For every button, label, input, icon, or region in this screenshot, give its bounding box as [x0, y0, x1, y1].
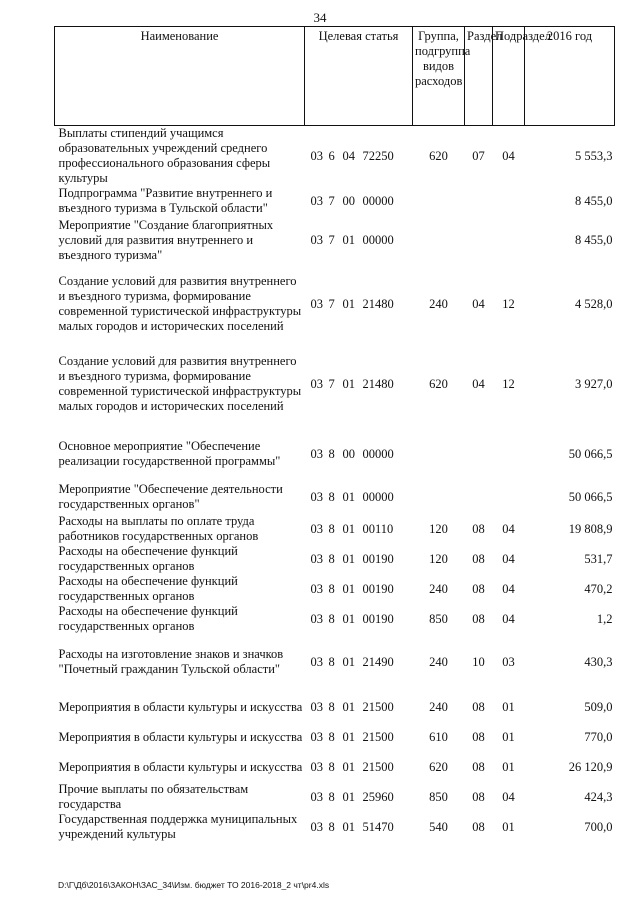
table-row — [55, 186, 615, 216]
page-number: 34 — [313, 10, 327, 25]
file-path-footer: D:\Г\Дб\2016\ЗАКОН\ЗАС_34\Изм. бюджет ТО 2016-2018_2 чт\pr4.xls — [58, 880, 330, 890]
row-group: 120 — [429, 551, 448, 566]
row-target-code — [305, 432, 413, 476]
row-target-code — [305, 640, 413, 684]
row-subsection: 04 — [502, 581, 515, 596]
table-body — [55, 126, 615, 843]
table-row — [55, 264, 615, 344]
code-subprogram: 7 — [328, 193, 335, 208]
code-measure: 01 — [342, 699, 355, 714]
table-row — [55, 126, 615, 187]
row-amount: 8 455,0 — [575, 232, 613, 247]
code-subprogram: 8 — [328, 699, 335, 714]
row-section: 08 — [472, 699, 485, 714]
row-target-code — [305, 574, 413, 604]
table-row — [55, 480, 615, 514]
code-measure: 01 — [342, 489, 355, 504]
row-group: 850 — [429, 789, 448, 804]
code-subprogram: 8 — [328, 759, 335, 774]
code-direction: 00190 — [362, 581, 394, 596]
table-row — [55, 604, 615, 634]
row-target-code — [305, 722, 413, 752]
table-row — [55, 640, 615, 684]
code-measure: 01 — [342, 611, 355, 626]
row-amount: 3 927,0 — [575, 376, 613, 391]
table-header-row — [55, 27, 615, 126]
row-name: Выплаты стипендий учащимся образовательных учреждений среднего профессионального образования сферы культуры — [58, 126, 271, 185]
row-group: 850 — [429, 611, 448, 626]
code-direction: 25960 — [362, 789, 394, 804]
code-measure: 01 — [342, 654, 355, 669]
code-program: 03 — [310, 232, 323, 247]
row-amount: 509,0 — [584, 699, 613, 714]
code-program: 03 — [310, 193, 323, 208]
code-program: 03 — [310, 446, 323, 461]
row-name: Мероприятие "Создание благоприятных условий для развития внутреннего и въездного туризма" — [58, 217, 274, 262]
row-group — [413, 186, 465, 216]
row-subsection — [493, 186, 525, 216]
code-measure: 01 — [342, 581, 355, 596]
row-subsection: 04 — [502, 551, 515, 566]
row-amount: 531,7 — [584, 551, 613, 566]
row-group: 620 — [429, 148, 448, 163]
row-amount: 424,3 — [584, 789, 613, 804]
code-subprogram: 8 — [328, 581, 335, 596]
code-program: 03 — [310, 148, 323, 163]
code-measure: 04 — [342, 148, 355, 163]
row-name: Создание условий для развития внутреннего и въездного туризма, формирование современной туристической инфраструктуры малых городов и исторических поселений — [58, 274, 302, 333]
row-subsection: 01 — [502, 759, 515, 774]
code-direction: 21480 — [362, 376, 394, 391]
code-program: 03 — [310, 521, 323, 536]
code-subprogram: 7 — [328, 296, 335, 311]
row-name: Мероприятия в области культуры и искусства — [58, 699, 303, 714]
code-direction: 21500 — [362, 729, 394, 744]
row-amount: 26 120,9 — [568, 759, 613, 774]
code-program: 03 — [310, 489, 323, 504]
code-measure: 01 — [342, 819, 355, 834]
table-row — [55, 574, 615, 604]
row-group: 620 — [429, 759, 448, 774]
row-section — [465, 216, 493, 264]
row-target-code — [305, 344, 413, 424]
row-group: 540 — [429, 819, 448, 834]
row-target-code — [305, 692, 413, 722]
code-subprogram: 8 — [328, 446, 335, 461]
row-group: 240 — [429, 699, 448, 714]
code-measure: 01 — [342, 296, 355, 311]
row-target-code — [305, 186, 413, 216]
code-direction: 00190 — [362, 551, 394, 566]
row-name: Мероприятия в области культуры и искусства — [58, 729, 303, 744]
row-group — [413, 432, 465, 476]
row-amount: 5 553,3 — [575, 148, 613, 163]
code-measure: 01 — [342, 789, 355, 804]
row-section: 08 — [472, 581, 485, 596]
row-group — [413, 480, 465, 514]
row-subsection — [493, 432, 525, 476]
row-subsection: 04 — [502, 521, 515, 536]
row-target-code — [305, 782, 413, 812]
row-amount: 430,3 — [584, 654, 613, 669]
code-program: 03 — [310, 581, 323, 596]
row-spacer-cell — [55, 684, 615, 692]
code-direction: 72250 — [362, 148, 394, 163]
row-subsection — [493, 480, 525, 514]
row-group: 240 — [429, 654, 448, 669]
row-subsection: 04 — [502, 611, 515, 626]
code-measure: 01 — [342, 376, 355, 391]
row-group — [413, 216, 465, 264]
header-section: Раздел — [465, 27, 493, 126]
row-section — [465, 432, 493, 476]
row-group: 620 — [429, 376, 448, 391]
row-amount: 700,0 — [584, 819, 613, 834]
row-group: 610 — [429, 729, 448, 744]
row-target-code — [305, 480, 413, 514]
row-amount: 19 808,9 — [568, 521, 613, 536]
code-measure: 01 — [342, 551, 355, 566]
header-group: Группа, подгруппа видов расходов — [413, 27, 465, 126]
row-spacer — [55, 684, 615, 692]
row-name: Подпрограмма "Развитие внутреннего и въездного туризма в Тульской области" — [58, 186, 273, 215]
row-subsection: 03 — [502, 654, 515, 669]
row-section: 08 — [472, 759, 485, 774]
row-subsection: 01 — [502, 729, 515, 744]
table-row — [55, 544, 615, 574]
row-subsection: 12 — [502, 376, 515, 391]
row-section: 08 — [472, 729, 485, 744]
row-group: 240 — [429, 581, 448, 596]
code-program: 03 — [310, 551, 323, 566]
code-subprogram: 8 — [328, 654, 335, 669]
table-row — [55, 752, 615, 782]
header-target: Целевая статья — [305, 27, 413, 126]
row-spacer-cell — [55, 424, 615, 432]
code-program: 03 — [310, 789, 323, 804]
row-name: Расходы на обеспечение функций государственных органов — [58, 604, 238, 633]
row-target-code — [305, 812, 413, 842]
row-name: Расходы на обеспечение функций государственных органов — [58, 574, 238, 603]
table-row — [55, 692, 615, 722]
row-subsection: 04 — [502, 148, 515, 163]
header-name: Наименование — [55, 27, 305, 126]
row-group: 120 — [429, 521, 448, 536]
row-section: 10 — [472, 654, 485, 669]
code-direction: 00000 — [362, 193, 394, 208]
row-section: 08 — [472, 789, 485, 804]
table-row — [55, 432, 615, 476]
row-target-code — [305, 752, 413, 782]
code-measure: 01 — [342, 521, 355, 536]
row-section: 08 — [472, 521, 485, 536]
table-row — [55, 216, 615, 264]
row-section: 04 — [472, 376, 485, 391]
table-row — [55, 782, 615, 812]
table-row — [55, 812, 615, 842]
row-target-code — [305, 544, 413, 574]
code-measure: 00 — [342, 446, 355, 461]
row-name: Основное мероприятие "Обеспечение реализации государственной программы" — [58, 439, 281, 468]
code-direction: 21480 — [362, 296, 394, 311]
code-program: 03 — [310, 296, 323, 311]
row-amount: 770,0 — [584, 729, 613, 744]
row-target-code — [305, 264, 413, 344]
row-section — [465, 480, 493, 514]
code-subprogram: 8 — [328, 611, 335, 626]
code-direction: 21490 — [362, 654, 394, 669]
code-subprogram: 8 — [328, 521, 335, 536]
table-row — [55, 722, 615, 752]
row-section: 04 — [472, 296, 485, 311]
budget-table — [54, 26, 615, 842]
code-measure: 01 — [342, 232, 355, 247]
row-subsection: 04 — [502, 789, 515, 804]
row-target-code — [305, 216, 413, 264]
row-name: Мероприятие "Обеспечение деятельности государственных органов" — [58, 482, 283, 511]
code-direction: 00000 — [362, 232, 394, 247]
row-name: Мероприятия в области культуры и искусства — [58, 759, 303, 774]
row-subsection: 12 — [502, 296, 515, 311]
code-subprogram: 8 — [328, 819, 335, 834]
table-row — [55, 344, 615, 424]
code-program: 03 — [310, 819, 323, 834]
row-target-code — [305, 514, 413, 544]
code-measure: 01 — [342, 729, 355, 744]
row-amount: 50 066,5 — [568, 489, 613, 504]
header-year: 2016 год — [525, 27, 615, 126]
row-group: 240 — [429, 296, 448, 311]
row-spacer — [55, 424, 615, 432]
row-name: Создание условий для развития внутреннего и въездного туризма, формирование современной туристической инфраструктуры малых городов и исторических поселений — [58, 354, 302, 413]
code-program: 03 — [310, 376, 323, 391]
code-program: 03 — [310, 759, 323, 774]
code-measure: 00 — [342, 193, 355, 208]
table-row — [55, 514, 615, 544]
row-subsection — [493, 216, 525, 264]
code-program: 03 — [310, 611, 323, 626]
code-program: 03 — [310, 654, 323, 669]
code-direction: 00110 — [362, 521, 394, 536]
row-amount: 1,2 — [596, 611, 613, 626]
code-direction: 51470 — [362, 819, 394, 834]
code-subprogram: 8 — [328, 729, 335, 744]
code-subprogram: 6 — [328, 148, 335, 163]
code-subprogram: 8 — [328, 551, 335, 566]
row-subsection: 01 — [502, 699, 515, 714]
row-section: 08 — [472, 611, 485, 626]
row-subsection: 01 — [502, 819, 515, 834]
row-amount: 4 528,0 — [575, 296, 613, 311]
row-name: Расходы на выплаты по оплате труда работников государственных органов — [58, 514, 259, 543]
code-measure: 01 — [342, 759, 355, 774]
code-program: 03 — [310, 729, 323, 744]
row-name: Расходы на изготовление знаков и значков "Почетный гражданин Тульской области" — [58, 647, 284, 676]
row-name: Государственная поддержка муниципальных учреждений культуры — [58, 812, 298, 841]
row-amount: 470,2 — [584, 581, 613, 596]
row-section — [465, 186, 493, 216]
code-subprogram: 8 — [328, 489, 335, 504]
row-section: 08 — [472, 819, 485, 834]
code-program: 03 — [310, 699, 323, 714]
row-target-code — [305, 604, 413, 634]
code-direction: 00190 — [362, 611, 394, 626]
row-amount: 8 455,0 — [575, 193, 613, 208]
code-direction: 21500 — [362, 759, 394, 774]
code-direction: 00000 — [362, 446, 394, 461]
row-name: Расходы на обеспечение функций государственных органов — [58, 544, 238, 573]
code-direction: 21500 — [362, 699, 394, 714]
code-subprogram: 7 — [328, 376, 335, 391]
code-direction: 00000 — [362, 489, 394, 504]
row-section: 08 — [472, 551, 485, 566]
row-target-code — [305, 126, 413, 187]
code-subprogram: 7 — [328, 232, 335, 247]
code-subprogram: 8 — [328, 789, 335, 804]
header-subsection: Подраздел — [493, 27, 525, 126]
row-name: Прочие выплаты по обязательствам государства — [58, 782, 249, 811]
row-section: 07 — [472, 148, 485, 163]
row-amount: 50 066,5 — [568, 446, 613, 461]
